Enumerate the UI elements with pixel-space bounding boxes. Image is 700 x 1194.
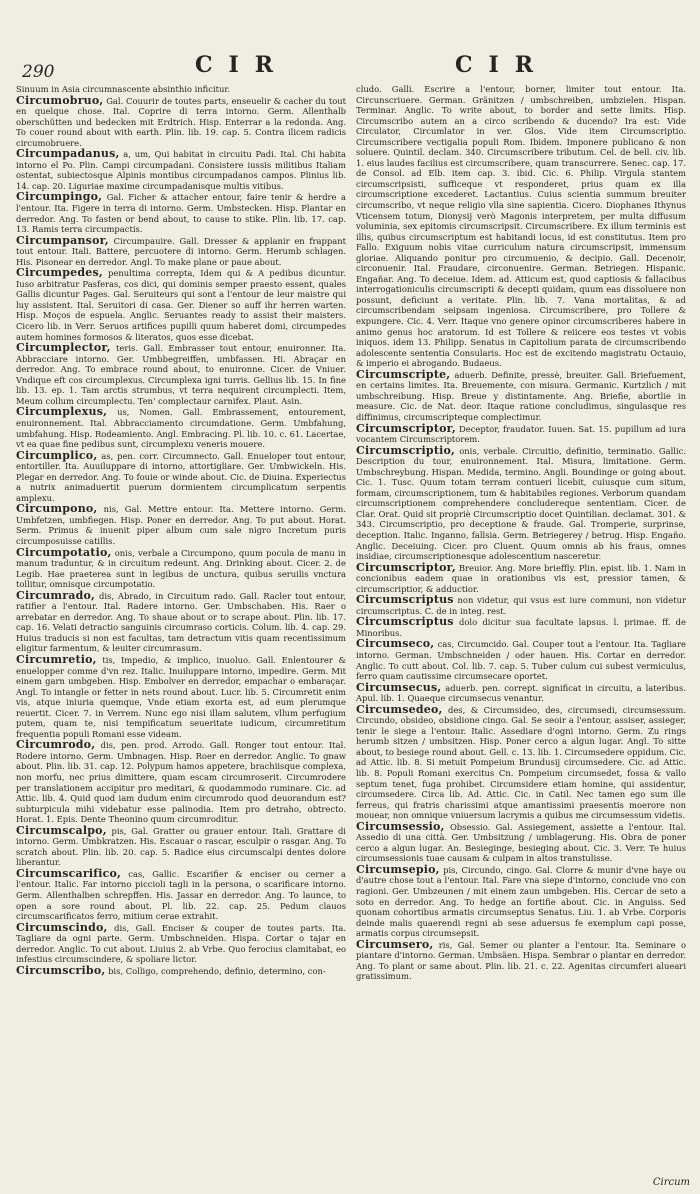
- entry-text: Sinuum in Asia circumnascente absinthio inficitur.: [16, 84, 231, 94]
- dictionary-entry: [16, 93, 346, 149]
- entry-headword: Circumrodo,: [16, 738, 96, 752]
- dictionary-entry: [356, 680, 686, 704]
- entry-text: bis, Colligo, comprehendo, definio, determino, con-: [108, 965, 326, 976]
- entry-headword: Circumretio,: [16, 652, 97, 666]
- dictionary-entry: [356, 937, 686, 982]
- dictionary-entry: [16, 545, 346, 590]
- entry-headword: Circumsecus,: [356, 680, 442, 694]
- entry-text: us, Nomen. Gall. Embrassement, entourement, enuironnement. Ital. Abbracciamento circumdatione. Germ. Umbfahung, umbfahung. Hisp. Rodeamiento. Angl. Embracing. Pl. lib. 10. c. 61. Lacertae, vt ea quae fine pedibus sunt, circumplexu veneris mouere.: [16, 407, 346, 450]
- dictionary-entry: [356, 595, 686, 616]
- entry-text: dis, pen. prod. Arrodo. Gall. Ronger tout entour. Ital. Rodere intorno. Germ. Umbnagen. Hisp. Roer en derredor. Anglic. To gnaw about. Plin. lib. 31. cap. 12. Polypum hamos appetere, brachiisque complexa, non morfu, nec prius dimittere, quam escam circumroserit. Circumrodere per translationem accipitur pro meditari, & quodammodo ruminare. Cic. ad Attic. lib. 4. Quid quod iam dudum enim circumrodo quod deuorandum est? subturpicula mihi videbatur esse palinodia. Item pro detraho, obtrecto. Horat. 1. Epis. Dente Theonino quum circumroditur.: [16, 740, 346, 825]
- entry-text: cas, Circumcido. Gal. Couper tout a l'entour. Ita. Tagliare intorno. German. Umbschneiden / oder hauen. His. Cortar en derredor. Anglic. To cutt about. Col. lib. 7. cap. 5. Tuber culum cui subest vermiculus, ferro quam cautissime circumsecare oportet.: [356, 639, 686, 682]
- dictionary-entry: [16, 268, 346, 342]
- dictionary-entry: [356, 560, 686, 595]
- entry-headword: Circumpingo,: [16, 190, 103, 204]
- entry-text: Circumpauire. Gall. Dresser & applanir en frappant tout entour. Itali. Battere, percuotere di intorno. Germ. Herumb schlagen. His. Pisonear en derredor. Angl. To make plane or paue about.: [16, 235, 346, 267]
- entry-headword: Circumobruo,: [16, 93, 104, 107]
- dictionary-entry: [356, 639, 686, 681]
- entry-headword: Circumpansor,: [16, 233, 109, 247]
- dictionary-entry: [16, 448, 346, 504]
- entry-text: ris, Gal. Semer ou planter a l'entour. Ita. Seminare o piantare d'intorno. German. Umbsäen. Hispa. Sembrar o plantar en derredor. Ang. To plant or same about. Plin. lib. 21. c. 22. Agenitas circumferi alueari gratissimum.: [356, 939, 686, 982]
- dictionary-entry: [16, 343, 346, 406]
- entry-text: aduerb. Definite, pressè, breuiter. Gall. Briefuement, en certains limites. Ita. Breuemente, con misura. Germanic. Kurtzlich / mit umbschreibung. Hisp. Breue y distintamente. Ang. Briefie, abortlie in measure. Cic. de Nat. deor. Itaque ratione concludimus, singulasque res diffinimus, circumscripteque complectimur.: [356, 369, 686, 422]
- catchword: Circum: [652, 1177, 690, 1188]
- entry-text: Deceptor, fraudator. Iuuen. Sat. 15. pupillum ad iura vocantem Circumscriptorem.: [356, 423, 686, 445]
- running-header-right: CIR: [455, 52, 550, 78]
- dictionary-entry: [356, 702, 686, 821]
- entry-headword: Circumseco,: [356, 637, 435, 651]
- entry-text: Breuior. Ang. More brieffly. Plin. epist. lib. 1. Nam in concionibus eadem quae in orationibus vis est, pressior tamen, & circumscriptior, & adductior.: [356, 562, 686, 594]
- entry-headword: Circumpono,: [16, 502, 98, 516]
- entry-text: dolo dicitur sua facultate lapsus. l. primae. ff. de Minoribus.: [356, 617, 686, 638]
- entry-headword: Circumsero,: [356, 937, 434, 951]
- entry-headword: Circumsedeo,: [356, 702, 443, 716]
- dictionary-entry: [356, 367, 686, 423]
- dictionary-entry: [16, 407, 346, 449]
- dictionary-entry: [356, 617, 686, 638]
- dictionary-entry: [16, 588, 346, 654]
- entry-text: penultima correpta, Idem qui & A pedibus dicuntur. Iuso arbitratur Pasferas, cos dici, qui dominis semper praesto essent, quales Gallis dicuntur Pages. Gal. Seruiteurs qui sont a l'entour de leur maistre qui luy assistent. Ital. Seruitori di casa. Ger. Diener so auff ihr herren warten. Hisp. Moços de espuela. Anglic. Seruantes ready to assist their maisters. Cicero lib. in Verr. Seruos artifices pupilli quum haberet domi, circumpedes autem homines formosos & literatos, quos esse dicebat.: [16, 268, 346, 342]
- entry-headword: Circumscindo,: [16, 920, 108, 934]
- entry-headword: Circumplexus,: [16, 405, 108, 419]
- dictionary-entry: [16, 149, 346, 191]
- entry-text: cas, Gallic. Escarifier & enciser ou cerner a l'entour. Italic. Far intorno piccioli tagli in la persona, o scarificare intorno. Germ. Allenthalben schrepffen. His. Jassar en derredor. Ang. To launce, to open a sore round about. Pl. lib. 22. cap. 25. Pedum clauos circumscarificatos ferro, mitium cerae extrahit.: [16, 868, 346, 922]
- entry-text: onis, verbale a Circumpono, quum pocula de manu in manum traduntur, & in circuitum redeunt. Ang. Drinking about. Cicer. 2. de Legib. Hae praeterea sunt in legibus de unctura, quibus seruilis vnctura tollitur, omnisque circumpotatio.: [16, 547, 346, 590]
- entry-text: teris. Gall. Embrasser tout entour, enuironner. Ita. Abbracciare intorno. Ger. Umbbegreiffen, umbfassen. Hi. Abraçar en derredor. Ang. To embrace round about, to enuironne. Cicer. de Vniuer. Vndique eft cos circumplexus. Circumplexa igni turris. Gellius lib. 15. In fine lib. 13. ep. 1. Tam arctis strumbus, vt terra nequirent circumplecti. Item, Meum collum circumplectu. Ten' complectaur carnifex. Plaut. Asin.: [16, 343, 346, 406]
- left-column: [16, 84, 346, 1184]
- dictionary-entry: [16, 652, 346, 739]
- dictionary-entry: [356, 443, 686, 562]
- entry-headword: Circumpedes,: [16, 266, 103, 280]
- entry-text: a, um, Qui habitat in circuitu Padi. Ital. Chi habita intorno el Po. Plin. Campi circumpadani. Consistere iussis militibus Italiam ostentat, subiectosque Alpinis montibus circumpadanos campos. Plinius lib. 14. cap. 20. Liguriae maxime circumpadanisque multis vitibus.: [16, 149, 346, 191]
- entry-text: dis, Gall. Enciser & couper de toutes parts. Ita. Tagliare da ogni parte. Germ. Umbschneiden. Hispa. Cortar o tajar en derredor. Anglic. To cut about. Liuius 2. ab Vrbe. Quo ferocius clamitabat, eo infestius circumscindere, & spoliare lictor.: [16, 922, 346, 965]
- entry-text: Gal. Ficher & attacher entour, faire tenir & herdre a l'entour. Ita. Figere in terra di intorno. Germ. Umbstecken. Hisp. Plantar en derredor. Ang. To fasten or bend about, to cause to stike. Plin. lib. 17. cap. 13. Ramis terra circumpactis.: [16, 192, 346, 235]
- entry-headword: Circumrado,: [16, 588, 96, 602]
- entry-text: pis, Circundo, cingo. Gal. Clorre & munir d'vne haye ou d'autre chose tout a l'entour. Ital. Fare vna siepe d'intorno, conciude vno con ragioni. Ger. Umbzeunen / mit einem zaun umbgeben. His. Cercar de seto a soto en derredor. Ang. To hedge an fortifie about. Cic. in Anguiss. Sed quonam cohortibus armatis circumseptus Senatus. Liu. 1. ab Vrbe. Corporis deinde malis quaerendi regni ab sese aduersus fe exemplum capi posse, armatis corpus circumsepsit.: [356, 864, 686, 939]
- dictionary-entry: [356, 862, 686, 939]
- entry-headword: Circumscriptus: [356, 593, 454, 607]
- entry-headword: Circumscriptus: [356, 615, 454, 629]
- entry-headword: Circumsepio,: [356, 862, 440, 876]
- dictionary-entry: [16, 963, 346, 977]
- entry-text: as, pen. corr. Circumnecto. Gall. Enueloper tout entour, entortiller. Ita. Auuiluppare di intorno, attortigliare. Ger. Umbwickeln. His. Plegar en derredor. Ang. To fouie or winde about. Cic. de Diuina. Experiectus a nutrix animaduertit puerum dormientem circumplicatum serpentis amplexu.: [16, 450, 346, 503]
- dictionary-entry: [16, 740, 346, 824]
- running-header-left: CIR: [195, 52, 290, 78]
- entry-headword: Circumplector,: [16, 341, 111, 355]
- dictionary-entry: [356, 819, 686, 864]
- entry-headword: Circumpotatio,: [16, 545, 112, 559]
- entry-text: pis, Gal. Gratter ou grauer entour. Itali. Grattare di intorno. Germ. Umbkratzen. His. Escauar o rascar, esculpir o rasgar. Ang. To scratch about. Plin. lib. 20. cap. 5. Radice eius circumscalpi dentes dolore liberantur.: [16, 825, 346, 868]
- dictionary-entry: [16, 504, 346, 546]
- entry-text: onis, verbale. Circuitio, definitio, terminatio. Gallic. Description du tour, enuironnement. Ital. Misura, limitatione. Germ. Umbschreybung. Hispan. Medida, termino. Angli. Boundinge or going about. Cic. 1. Tusc. Quum totam terram contueri licebit, cuiusque cum situm, formam, circumscriptionem, tum & habitabiles regiones. Verborum quandam circumscriptionem comprehendere concludereque sententiam. Cicer. de Clar. Orat. Quid sit propriè Circumscriptio docet Quintilian. declamat. 301. & 343. Circumscriptio, pro deceptione & fraude. Gal. Tromperie, surprinse, deception. Italic. Inganno, fallsia. Germ. Betriegerey / betrug. Hisp. Engaño. Anglic. Deceiuing. Cicer. pro Cluent. Quum omnis ab his fraus, omnes insidiae, circumscriptionesque adolescentium nasceretur.: [356, 445, 686, 562]
- entry-headword: Circumpadanus,: [16, 147, 120, 161]
- entry-headword: Circumscribo,: [16, 963, 106, 977]
- entry-headword: Circumscalpo,: [16, 823, 107, 837]
- dictionary-entry: [16, 192, 346, 234]
- entry-text: cludo. Galli. Escrire a l'entour, borner, limiter tout entour. Ita. Circunscriuere. German. Gränitzen / umbschreiben, umbzielen. Hispan. Terminar. Anglic. To write about, to border and sette limits. Hisp. Circumscribo autem an a circo scribendo & ducendo? Ira est: Vide Circulator, Circumlator in ver. Glos. Vide item Circumscriptio. Circumscribere vectigalia populi Rom. Ibidem. Imponere publicano & non soluere. Quintil. declam. 340. Circumscribere tributum. Cel. de bell. civ. lib. 1. eius laudes facilius est circumscribere, quam transcurrere. Senec. cap. 17. de Consol. ad Elb. item cap. 3. ibid. Cic. 6. Philip. Virgula stantem circumscripsisti, sufficeque vt responderet, prius quam ex illa circumscriptione excederet. Lactantius. Cuius scientia summum breuiter circumscribo, vt neque religio vlla sine sapientia. Cicero. Diophanes Ithynus Vticensem totum, Dionysij verò Magonis interpretem, per multa diffusum voluminia, sex epitomis circumscripsit. Circumscribere. Ex illum terminis est illis, quibus circumscriptum est habitandi locus, id est constitutus. Item pro Fallo. Exiguum nobis vitae curriculum natura circumscripsit, immensum gloriae. Aliquando ponitur pro circumuenio, & decipio. Gall. Decenoir, circonuenir. Ital. Fraudare, circonuenire. German. Betriegen. Hispanic. Engañar. Ang. To deceiue. Idem. ad. Atticum est, quod captiosis & fallacibus interrogationiculis circumscripti & decepti quidam, quum eas dissoluere non possunt, deficiunt a veritate. Plin. lib. 7. Vana mortalitas, & ad circumscribendam seipsam ingeniosa. Circumscribere, pro Tollere & expungere. Cic. 4. Verr. Itaque vno genere opinor circumscriberes habere in animo genus hoc aratorum. Id est Tollere & reiicere eos testes vt vobis iniquos. idem 13. Philipp. Senatus in Capitolium parata de circumscribendo adolescente sententia Consularis. Hoc est de excitendo magistratu Octauio, & imperio ei abrogando. Budaeus.: [356, 84, 686, 369]
- page-number: 290: [22, 62, 55, 82]
- dictionary-entry: [16, 233, 346, 268]
- dictionary-entry: [16, 823, 346, 868]
- entry-text: Gal. Couurir de toutes parts, enseuelir & cacher du tout en quelque chose. Ital. Coprire di terra intorno. Germ. Allenthalb oberschütten und bedecken mit Erdtrich. Hisp. Enterrar a la redonda. Ang. To couer round about with earth. Plin. lib. 19. cap. 5. Contra ilicem radicis circumobruere.: [16, 95, 346, 148]
- entry-headword: Circumscriptio,: [356, 443, 456, 457]
- entry-headword: Circumplico,: [16, 448, 98, 462]
- entry-text: non videtur, qui vsus est iure communi, non videtur circumscriptus. C. de in integ. rest.: [356, 595, 686, 616]
- entry-text: tis, Impedio, & implico, inuoluo. Gall. Enlentourer & enuelopper comme d'vn rez. Italic. Inuiluppare intorno, impedire. Germ. Mit einem garn umbgeben. Hisp. Embolver en derredor, empachar o embaraçar. Angl. To intangle or fetter in nets round about. Lucr. lib. 5. Circumretit enim vis, atque iniuria quemque, Vnde etiam exorta est, ad eum plerumque reuertit. Cicer. 7. in Verrem. Nunc ego nisi illam salutem, vllum perfugium putem, quam te, nisi tempificatum seueritate iudicum, circumretitum frequentia populi Romani esse videam.: [16, 654, 346, 739]
- entry-text: Obsessio. Gal. Assiegement, assiette a l'entour. Ital. Assedio di una città. Ger. Umbsitzung / umblagerung. His. Obra de poner cerco a algun lugar. An. Besieginge, besieging about. Cic. 3. Verr. Te huius circumsessionis tuae causam & culpam in altos transtulisse.: [356, 821, 686, 864]
- dictionary-entry: [356, 84, 686, 369]
- right-column: [356, 84, 686, 1184]
- dictionary-entry: [16, 866, 346, 922]
- dictionary-entry: [16, 920, 346, 965]
- entry-text: nis, Gal. Mettre entour. Ita. Mettere intorno. Germ. Umbfetzen, umbfiegen. Hisp. Poner en derredor. Ang. To put about. Horat. Serm. Primus & inuenit piper album cum sale nigro Incretum puris circumposuisse catillis.: [16, 504, 346, 546]
- entry-headword: Circumsessio,: [356, 819, 445, 833]
- dictionary-entry: [356, 421, 686, 445]
- entry-text: aduerb. pen. corrept. significat in circuitu, a lateribus. Apul. lib. 1. Quaeque circumsecus venantur.: [356, 682, 686, 704]
- entry-text: des, & Circumsideo, des, circumsedi, circumsessum. Circundo, obsideo, obsidione cingo. Gal. Se seoir a l'entour, assiser, assieger, tenir le siege a l'entour. Italic. Assediare d'ogni intorno. Germ. Zu rings herumb sitzen / umbsitzen. Hisp. Poner cerco a algun lugar. Angl. To sitte about, to besiege round about. Gell. c. 13. lib. 1. Circumsedere oppidum. Cic. ad Attic. lib. 8. Si metuit Pompeium Brundusij circumsedere. Cic. ad Attic. lib. 8. Populi Romani exercitus Cn. Pompeium circumsedet, fossa & vallo septum tenet, fuga prohibet. Circumsidere etiam homine, qui assidentur, circumsedere. Circa lib. Ad. Attic. Cic. in Catil. Nec tamen ego sum ille ferreus, qui fratris charissimi atque amantissimi praesentis moerore non mouear, non omnique vniuersum lacrymis a quibus me circumsessum videtis.: [356, 704, 686, 821]
- entry-headword: Circumscriptor,: [356, 560, 456, 574]
- entry-headword: Circumscriptor,: [356, 421, 456, 435]
- entry-headword: Circumscripte,: [356, 367, 451, 381]
- entry-headword: Circumscarifico,: [16, 866, 122, 880]
- entry-text: dis, Abrado, in Circuitum rado. Gall. Racler tout entour, ratifier a l'entour. Ital. Radere intorno. Ger. Umbschaben. His. Raer o arrebatar en derredor. Ang. To shaue about or to scrape about. Plin. lib. 17. cap. 16. Velati detractio sanguinis circumraso corticis. Colum. lib. 4. cap. 29. Huius traducis si non est facultas, tam detractum vitis quam recentissimum eligitur farmentum, & leuiter circumrasum.: [16, 590, 346, 654]
